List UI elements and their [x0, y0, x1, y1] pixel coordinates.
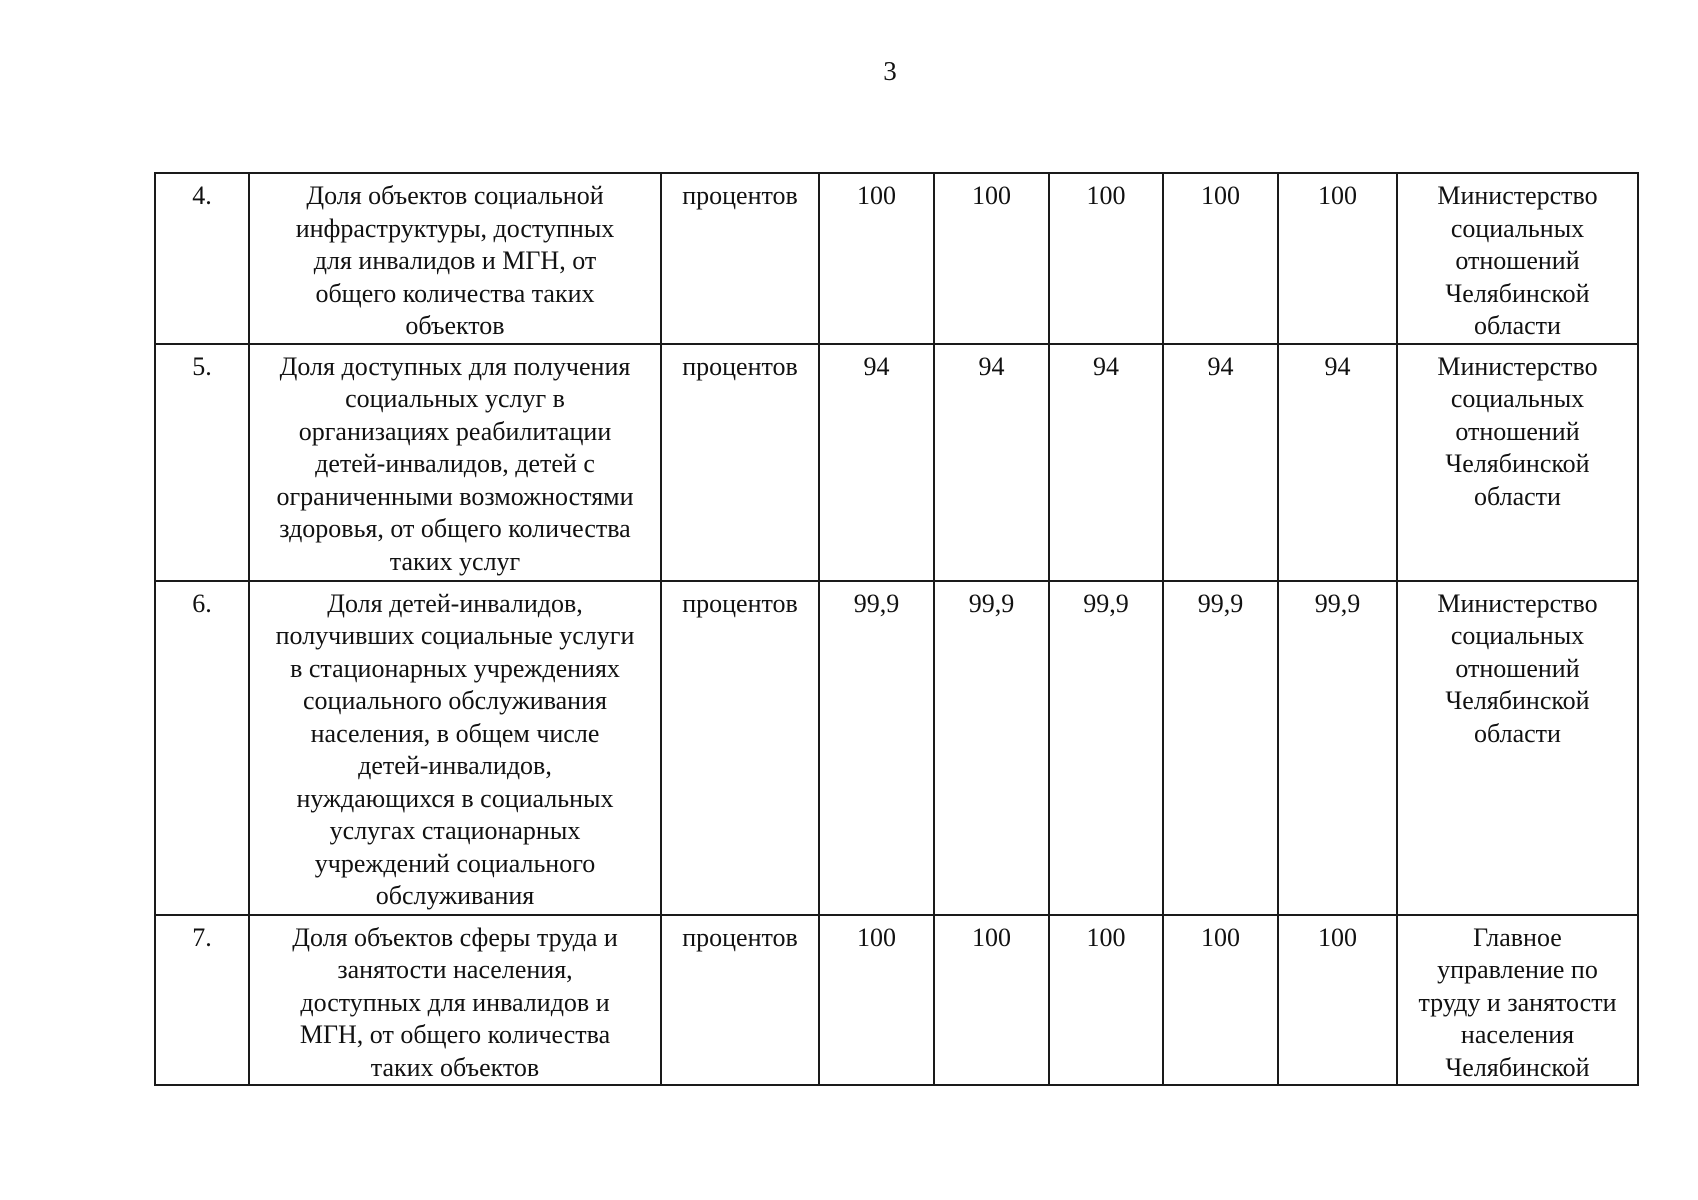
value-cell: 99,9: [819, 581, 934, 915]
indicator-name: Доля доступных для получения социальных услуг в организациях реабилитации детей-инвалидов, детей с ограниченными возможностями здоровья, от общего количества таких услуг: [249, 344, 661, 581]
unit-cell: процентов: [661, 173, 819, 344]
indicator-name: Доля объектов социальной инфраструктуры, доступных для инвалидов и МГН, от общего количества таких объектов: [249, 173, 661, 344]
table-row: [155, 915, 1638, 1086]
value-cell: 100: [1049, 173, 1163, 344]
value-cell: 94: [1278, 344, 1397, 581]
value-cell: 100: [1163, 173, 1278, 344]
value-cell: 99,9: [1278, 581, 1397, 915]
row-number: 4.: [155, 173, 249, 344]
unit-cell: процентов: [661, 581, 819, 915]
indicator-name: Доля объектов сферы труда и занятости населения, доступных для инвалидов и МГН, от общего количества таких объектов: [249, 915, 661, 1086]
value-cell: 94: [1163, 344, 1278, 581]
value-cell: 100: [819, 173, 934, 344]
row-number: 5.: [155, 344, 249, 581]
row-number: 7.: [155, 915, 249, 1086]
value-cell: 94: [1049, 344, 1163, 581]
table-row: [155, 344, 1638, 581]
row-number: 6.: [155, 581, 249, 915]
responsible-cell: Министерство социальных отношений Челябинской области: [1397, 173, 1638, 344]
value-cell: 100: [1049, 915, 1163, 1086]
value-cell: 100: [819, 915, 934, 1086]
table-row: [155, 581, 1638, 915]
value-cell: 100: [1163, 915, 1278, 1086]
table-row: [155, 173, 1638, 344]
value-cell: 100: [934, 915, 1049, 1086]
indicator-name: Доля детей-инвалидов, получивших социальные услуги в стационарных учреждениях социального обслуживания населения, в общем числе детей-инвалидов, нуждающихся в социальных услугах стационарных учреждений социального обслуживания: [249, 581, 661, 915]
responsible-cell: Главное управление по труду и занятости населения Челябинской: [1397, 915, 1638, 1086]
value-cell: 99,9: [1049, 581, 1163, 915]
value-cell: 94: [819, 344, 934, 581]
indicators-table: [154, 172, 1639, 1086]
value-cell: 100: [934, 173, 1049, 344]
unit-cell: процентов: [661, 344, 819, 581]
value-cell: 99,9: [934, 581, 1049, 915]
value-cell: 99,9: [1163, 581, 1278, 915]
value-cell: 100: [1278, 173, 1397, 344]
page-number: 3: [883, 56, 897, 86]
unit-cell: процентов: [661, 915, 819, 1086]
responsible-cell: Министерство социальных отношений Челябинской области: [1397, 581, 1638, 915]
responsible-cell: Министерство социальных отношений Челябинской области: [1397, 344, 1638, 581]
value-cell: 94: [934, 344, 1049, 581]
value-cell: 100: [1278, 915, 1397, 1086]
